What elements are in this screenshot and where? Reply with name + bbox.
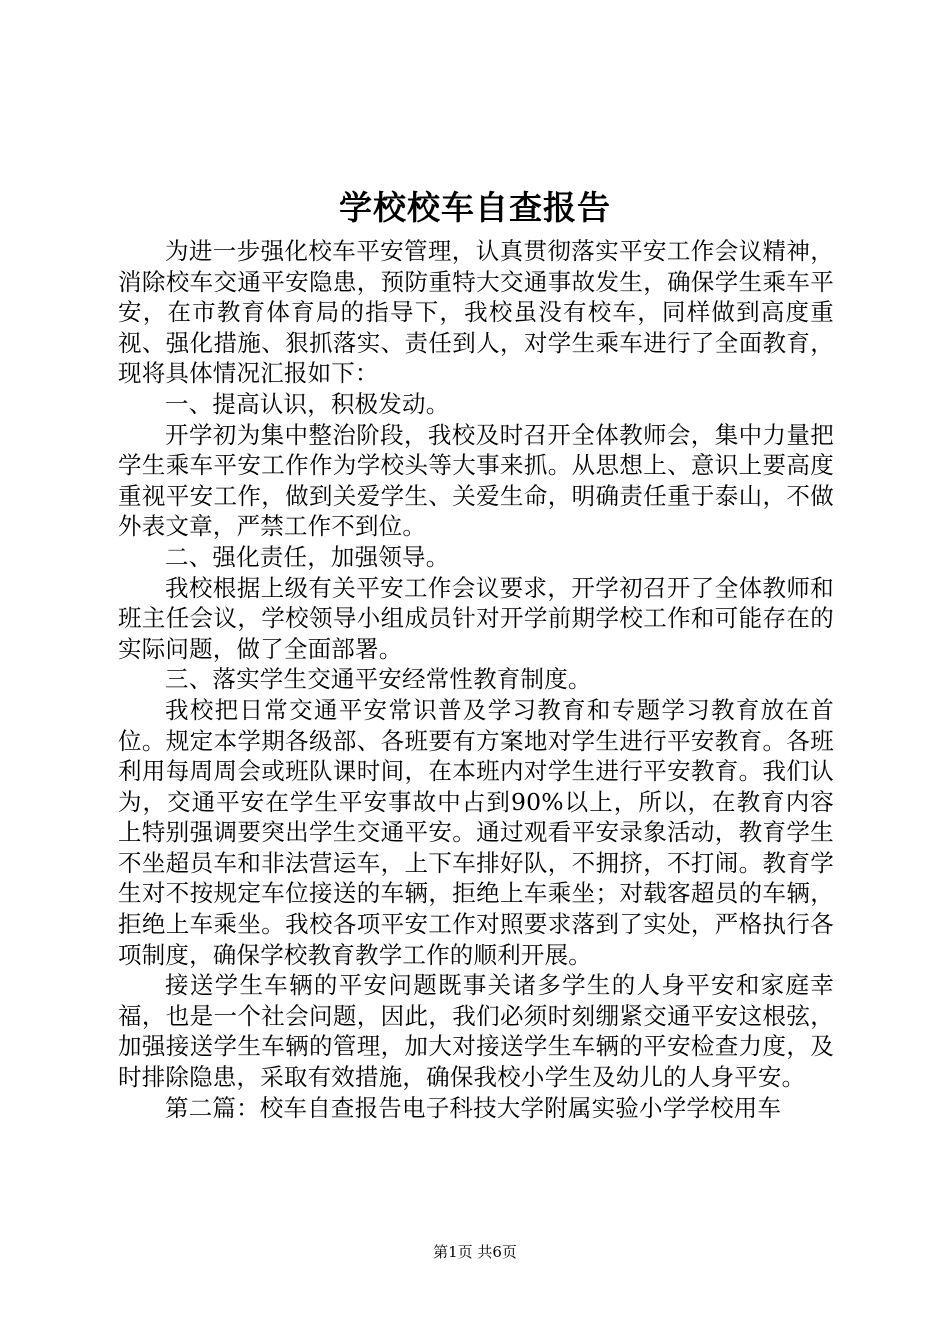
paragraph-conclusion: 接送学生车辆的平安问题既事关诸多学生的人身平安和家庭幸福，也是一个社会问题，因此，我们必须时刻绷紧交通平安这根弦，加强接送学生车辆的管理，加大对接送学生车辆的平安检查力度，及时排除隐患，采取有效措施，确保我校小学生及幼儿的人身平安。: [118, 971, 834, 1092]
paragraph-intro: 为进一步强化校车平安管理，认真贯彻落实平安工作会议精神，消除校车交通平安隐患，预防重特大交通事故发生，确保学生乘车平安，在市教育体育局的指导下，我校虽没有校车，同样做到高度重视、强化措施、狠抓落实、责任到人，对学生乘车进行了全面教育，现将具体情况汇报如下：: [118, 237, 834, 388]
page-number-footer: 第1页 共6页: [433, 1243, 517, 1261]
paragraph-section-2: 我校根据上级有关平安工作会议要求，开学初召开了全体教师和班主任会议，学校领导小组成员针对开学前期学校工作和可能存在的实际问题，做了全面部署。: [118, 573, 834, 663]
section-heading-3: 三、落实学生交通平安经常性教育制度。: [165, 665, 592, 694]
section-heading-2: 二、强化责任，加强领导。: [165, 542, 450, 571]
document-title: 学校校车自查报告: [339, 188, 611, 227]
document-body: [118, 236, 834, 1123]
paragraph-section-1: 开学初为集中整治阶段，我校及时召开全体教师会，集中力量把学生乘车平安工作作为学校头等大事来抓。从思想上、意识上要高度重视平安工作，做到关爱学生、关爱生命，明确责任重于泰山，不做外表文章，严禁工作不到位。: [118, 420, 834, 541]
paragraph-section-3: 我校把日常交通平安常识普及学习教育和专题学习教育放在首位。规定本学期各级部、各班要有方案地对学生进行平安教育。各班利用每周周会或班队课时间，在本班内对学生进行平安教育。我们认为，交通平安在学生平安事故中占到90%以上，所以，在教育内容上特别强调要突出学生交通平安。通过观看平安录象活动，教育学生不坐超员车和非法营运车，上下车排好队，不拥挤，不打闹。教育学生对不按规定车位接送的车辆，拒绝上车乘坐；对载客超员的车辆，拒绝上车乘坐。我校各项平安工作对照要求落到了实处，严格执行各项制度，确保学校教育教学工作的顺利开展。: [118, 695, 834, 969]
section-heading-1: 一、提高认识，积极发动。: [165, 389, 450, 418]
paragraph-next-chapter: 第二篇：校车自查报告电子科技大学附属实验小学学校用车: [165, 1093, 782, 1122]
